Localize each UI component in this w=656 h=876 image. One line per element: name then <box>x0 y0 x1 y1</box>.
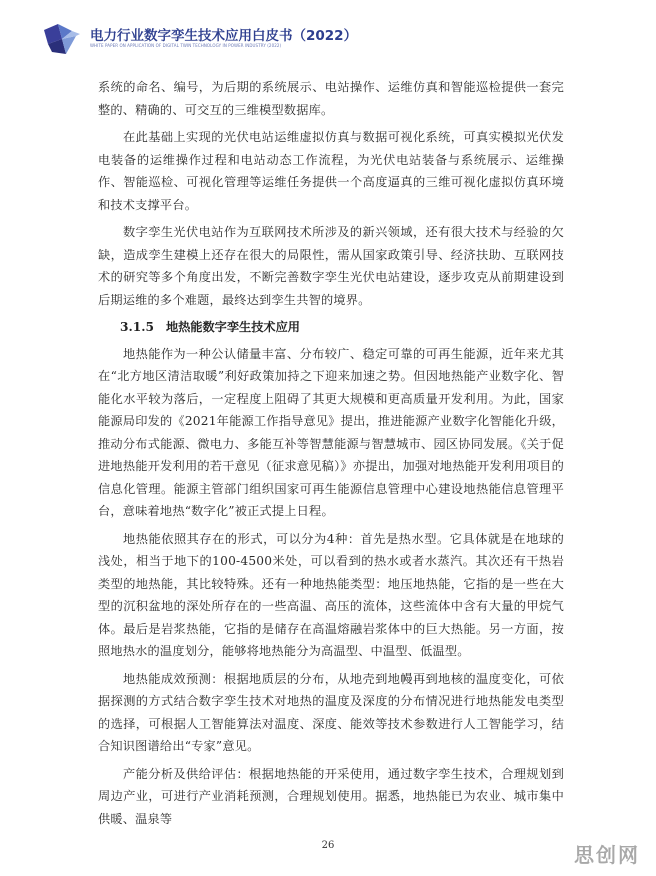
section-title: 地热能数字孪生技术应用 <box>165 320 300 334</box>
page-body <box>98 76 564 835</box>
body-paragraph: 产能分析及供给评估：根据地热能的开采使用，通过数字孪生技术，合理规划到周边产业，可进行产业消耗预测，合理规划使用。据悉，地热能已为农业、城市集中供暖、温泉等 <box>98 766 564 826</box>
body-paragraph: 数字孪生光伏电站作为互联网技术所涉及的新兴领域，还有很大技术与经验的欠缺，造成孪生建模上还存在很大的局限性，需从国家政策引导、经济扶助、互联网技术的研究等多个角度出发，不断完善数字孪生光伏电站建设，逐步攻克从前期建设到后期运维的多个难题，最终达到孪生共智的境界。 <box>98 225 564 307</box>
document-subtitle: WHITE PAPER ON APPLICATION OF DIGITAL TWIN TECHNOLOGY IN POWER INDUSTRY (2022) <box>90 43 282 48</box>
page-number: 26 <box>321 840 335 851</box>
body-paragraph: 地热能作为一种公认储量丰富、分布较广、稳定可靠的可再生能源，近年来尤其在“北方地区清洁取暖”利好政策加持之下迎来加速之势。但因地热能产业数字化、智能化水平较为落后，一定程度上阻碍了其更大规模和更高质量开发利用。为此，国家能源局印发的《2021年能源工作指导意见》提出，推进能源产业数字化智能化升级，推动分布式能源、微电力、多能互补等智慧能源与智慧城市、园区协同发展。《关于促进地热能开发利用的若干意见（征求意见稿）》亦提出，加强对地热能开发利用项目的信息化管理。能源主管部门组织国家可再生能源信息管理中心建设地热能信息管理平台，意味着地热“数字化”被正式提上日程。 <box>98 346 564 518</box>
document-title: 电力行业数字孪生技术应用白皮书（2022） <box>90 28 358 44</box>
page-header <box>0 0 656 62</box>
body-paragraph: 系统的命名、编号，为后期的系统展示、电站操作、运维仿真和智能巡检提供一套完整的、精确的、可交互的三维模型数据库。 <box>98 80 564 117</box>
section-heading <box>98 316 564 339</box>
site-watermark: 思创网 <box>574 843 640 867</box>
body-paragraph: 地热能成效预测：根据地质层的分布，从地壳到地幔再到地核的温度变化，可依据探测的方式结合数字孪生技术对地热的温度及深度的分布情况进行地热能发电类型的选择，可根据人工智能算法对温度、深度、能效等技术参数进行人工智能学习，结合知识图谱给出“专家”意见。 <box>98 671 564 753</box>
body-paragraph: 地热能依照其存在的形式，可以分为4种：首先是热水型。它具体就是在地球的浅处，相当于地下的100-4500米处，可以看到的热水或者水蒸汽。其次还有干热岩类型的地热能，其比较特殊。还有一种地热能类型：地压地热能，它指的是一些在大型的沉积盆地的深处所存在的一些高温、高压的流体，这些流体中含有大量的甲烷气体。最后是岩浆热能，它指的是储存在高温熔融岩浆体中的巨大热能。另一方面，按照地热水的温度划分，能够将地热能分为高温型、中温型、低温型。 <box>98 531 564 658</box>
section-number: 3.1.5 <box>120 320 154 334</box>
body-paragraph: 在此基础上实现的光伏电站运维虚拟仿真与数据可视化系统，可真实模拟光伏发电装备的运维操作过程和电站动态工作流程，为光伏电站装备与系统展示、运维操作、智能巡检、可视化管理等运维任务提供一个高度逼真的三维可视化虚拟仿真环境和技术支撑平台。 <box>98 130 564 212</box>
whitepaper-logo-icon <box>42 22 82 56</box>
